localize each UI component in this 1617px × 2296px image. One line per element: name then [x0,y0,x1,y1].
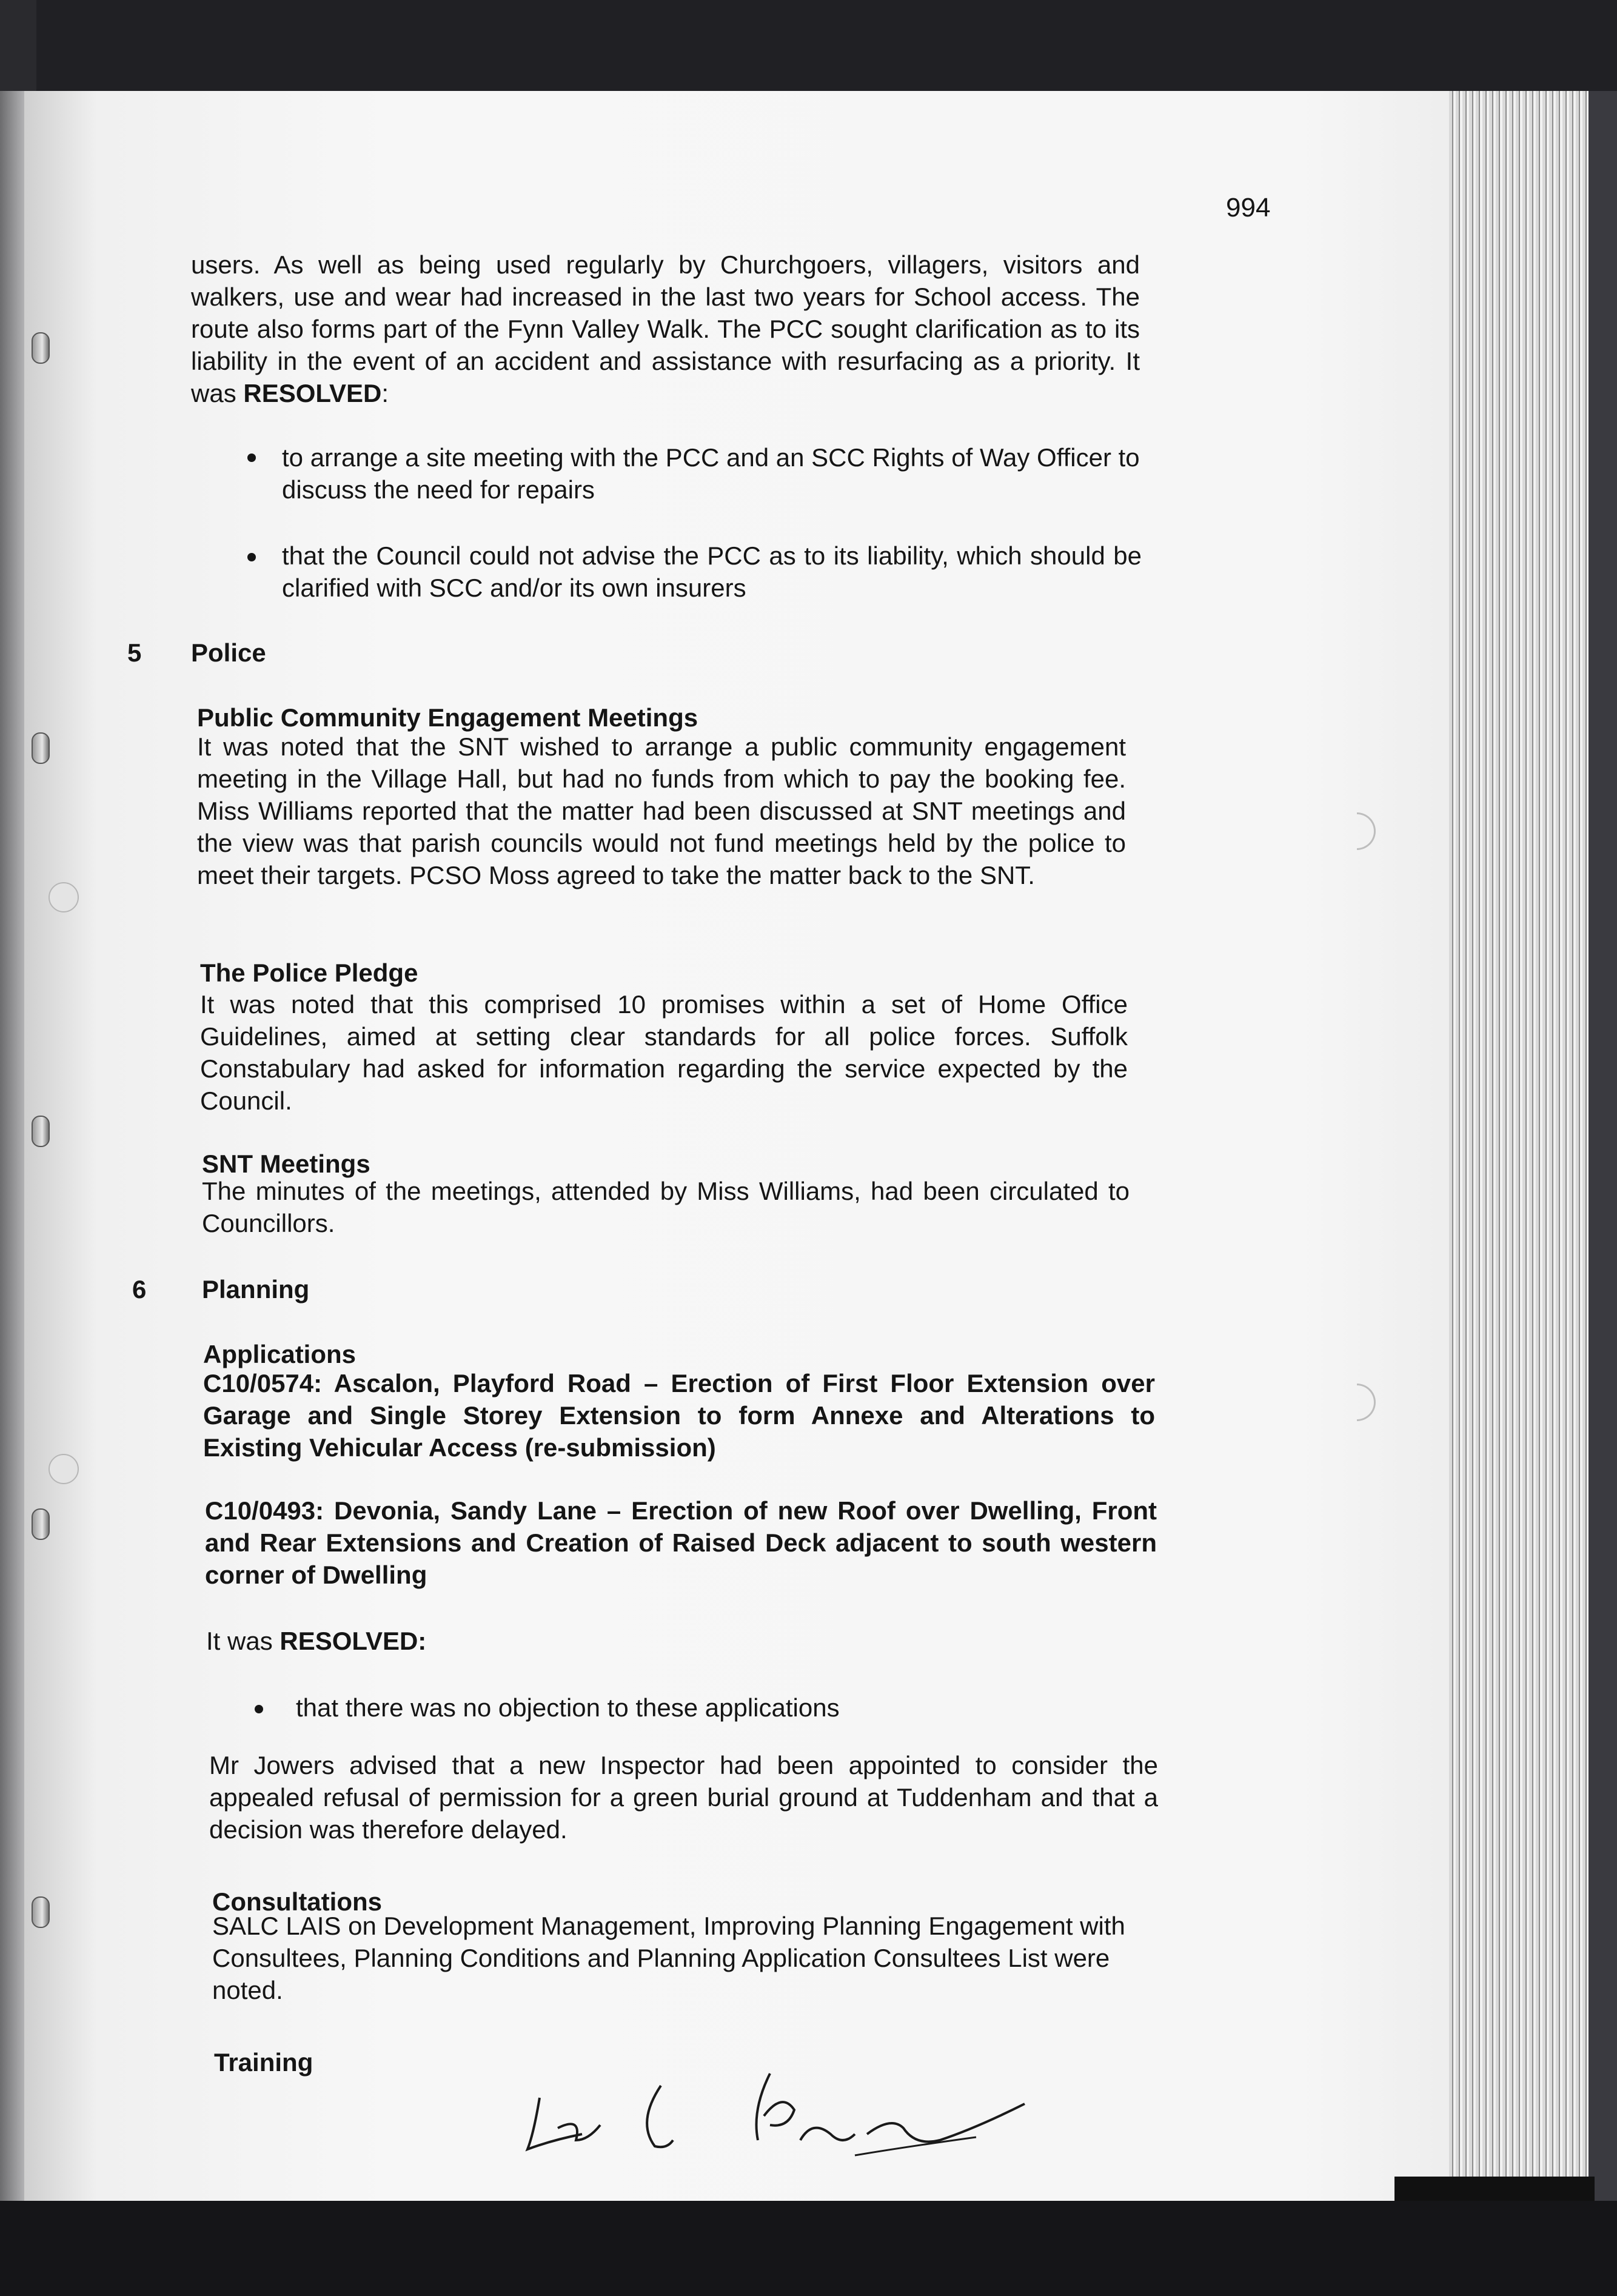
snt-heading: SNT Meetings [202,1150,370,1178]
bullet-icon [255,1705,263,1713]
resolved-line [206,1625,426,1657]
training-heading: Training [214,2048,313,2077]
section-number: 6 [132,1275,147,1304]
application-2: C10/0493: Devonia, Sandy Lane – Erection of new Roof over Dwelling, Front and Rear Extensions and Creation of Raised Deck adjacent to south western corner of Dwelling [205,1496,1157,1589]
bullet-icon [247,553,256,561]
section-number: 5 [127,638,142,667]
engagement-paragraph: It was noted that the SNT wished to arrange a public community engagement meeting in the Village Hall, but had no funds from which to pay the booking fee. Miss Williams reported that the matter had been discussed at SNT meetings and the view was that parish councils would not fund meetings held by the police to meet their targets. PCSO Moss agreed to take the matter back to the SNT. [197,732,1126,889]
section-title-planning: Planning [202,1275,310,1304]
intro-resolved: RESOLVED [243,379,382,407]
application-1: C10/0574: Ascalon, Playford Road – Erection of First Floor Extension over Garage and Single Storey Extension to form Annexe and Alterations to Existing Vehicular Access (re-submission) [203,1369,1155,1462]
intro-paragraph [191,249,1140,409]
resolved-prefix: It was [206,1627,273,1655]
pledge-heading: The Police Pledge [200,959,418,987]
jowers-paragraph: Mr Jowers advised that a new Inspector had been appointed to consider the appealed refusal of permission for a green burial ground at Tuddenham and that a decision was therefore delayed. [209,1751,1158,1844]
bullet-icon [247,454,256,462]
intro-colon: : [381,379,389,407]
intro-text: users. As well as being used regularly by Churchgoers, villagers, visitors and walkers, use and wear had increased in the last two years for School access. The route also forms part of the Fynn Valley Walk. The PCC sought clarification as to its liability in the event of an accident and assistance with resurfacing as a priority. It was [191,250,1140,407]
resolution-bullet-1: to arrange a site meeting with the PCC and an SCC Rights of Way Officer to discuss the need for repairs [282,443,1140,504]
resolution-bullet-2: that the Council could not advise the PCC as to its liability, which should be clarified with SCC and/or its own insurers [282,541,1142,602]
section-title-police: Police [191,638,266,667]
consultations-paragraph: SALC LAIS on Development Management, Improving Planning Engagement with Consultees, Planning Conditions and Planning Application Consultees List were noted. [212,1912,1125,2004]
pledge-paragraph: It was noted that this comprised 10 promises within a set of Home Office Guidelines, aimed at setting clear standards for all police forces. Suffolk Constabulary had asked for information regarding the service expected by the Council. [200,990,1128,1115]
consultations-heading: Consultations [212,1887,382,1916]
page-number: 994 [1226,193,1271,223]
handwritten-signature [515,2049,1061,2170]
engagement-heading: Public Community Engagement Meetings [197,703,698,732]
snt-paragraph: The minutes of the meetings, attended by Miss Williams, had been circulated to Councillors. [202,1177,1130,1237]
resolved-word: RESOLVED: [280,1627,427,1655]
applications-heading: Applications [203,1340,357,1368]
resolved-bullet: that there was no objection to these applications [296,1693,840,1722]
